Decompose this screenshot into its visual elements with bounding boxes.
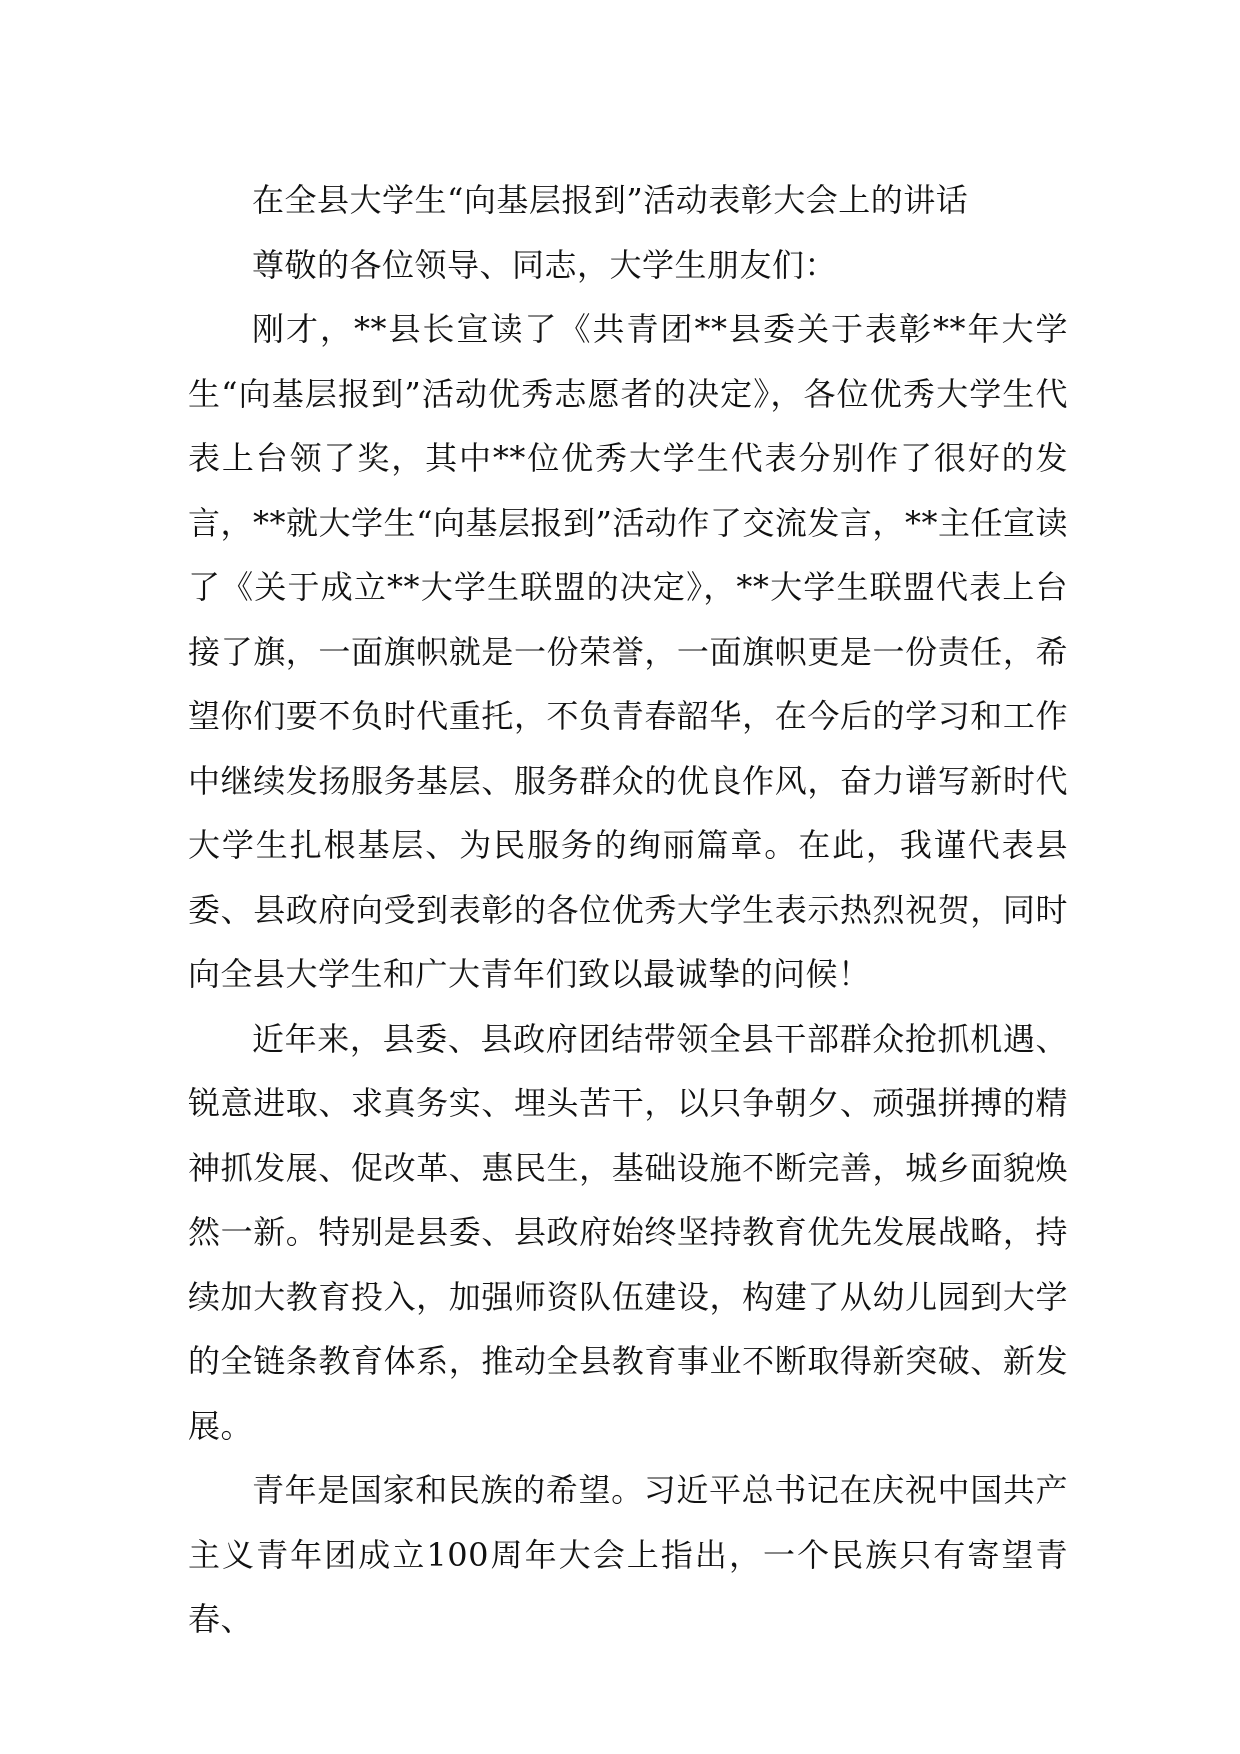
document-title: 在全县大学生“向基层报到”活动表彰大会上的讲话 (252, 181, 969, 219)
salutation: 尊敬的各位领导、同志，大学生朋友们： (252, 245, 838, 284)
document-body (188, 168, 1068, 1652)
paragraph-2: 近年来，县委、县政府团结带领全县干部群众抢抓机遇、锐意进取、求真务实、埋头苦干，以只争朝夕、顽强拼搏的精神抓发展、促改革、惠民生，基础设施不断完善，城乡面貌焕然一新。特别是县委、县政府始终坚持教育优先发展战略，持续加大教育投入，加强师资队伍建设，构建了从幼儿园到大学的全链条教育体系，推动全县教育事业不断取得新突破、新发展。 (188, 1019, 1068, 1445)
paragraph-3: 青年是国家和民族的希望。习近平总书记在庆祝中国共产主义青年团成立100周年大会上指出，一个民族只有寄望青春、 (188, 1471, 1068, 1638)
paragraph-1: 刚才，**县长宣读了《共青团**县委关于表彰**年大学生“向基层报到”活动优秀志愿者的决定》，各位优秀大学生代表上台领了奖，其中**位优秀大学生代表分别作了很好的发言，**就大学生“向基层报到”活动作了交流发言，**主任宣读了《关于成立**大学生联盟的决定》，**大学生联盟代表上台接了旗，一面旗帜就是一份荣誉，一面旗帜更是一份责任，希望你们要不负时代重托，不负青春韶华，在今后的学习和工作中继续发扬服务基层、服务群众的优良作风，奋力谱写新时代大学生扎根基层、为民服务的绚丽篇章。在此，我谨代表县委、县政府向受到表彰的各位优秀大学生表示热烈祝贺，同时向全县大学生和广大青年们致以最诚挚的问候！ (188, 310, 1068, 993)
